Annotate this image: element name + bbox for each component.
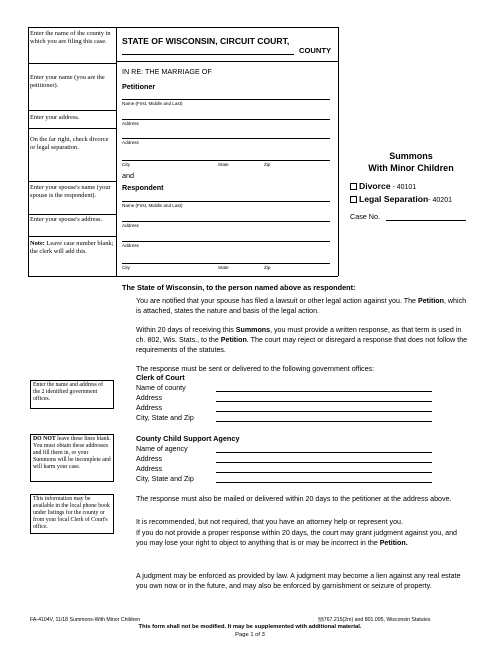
clerk-address-input-2[interactable] [216, 411, 432, 412]
clerk-field-label-2: Address [136, 394, 163, 402]
respondent-state-caption: State [218, 265, 229, 270]
respondent-address-caption-2: Address [122, 243, 139, 248]
agency-field-label-2: Address [136, 455, 163, 463]
paragraph-send-to: The response must be sent or delivered to the following government offices: [136, 365, 375, 373]
hint-county: Enter the name of the county in which you are filing this case. [30, 30, 111, 45]
agency-heading: County Child Support Agency [136, 434, 240, 443]
clerk-field-label-1: Name of county [136, 384, 186, 392]
clerk-field-label-3: Address [136, 404, 163, 412]
p6-a: If you do not provide a proper response within 20 days, the court may grant judgment against you, and you may lose your right to object to anything that is or may be incorrect in the [136, 529, 457, 547]
agency-field-label-4: City, State and Zip [136, 475, 194, 483]
hint-row-border [28, 110, 116, 111]
case-no-field[interactable] [386, 220, 466, 221]
paragraph-default-judgment [136, 528, 468, 548]
agency-address-input-2[interactable] [216, 472, 432, 473]
agency-field-label-3: Address [136, 465, 163, 473]
respondent-zip-caption: Zip [264, 265, 271, 270]
header-top-border [116, 27, 338, 28]
body-heading: The State of Wisconsin, to the person named above as respondent: [122, 283, 356, 292]
respondent-name-field[interactable] [122, 201, 330, 202]
divorce-code: - 40101 [390, 184, 417, 191]
hint-your-name: Enter your name (you are the petitioner). [30, 74, 105, 89]
petitioner-name-caption: Name (First, Middle and Last) [122, 101, 183, 106]
footer-form-id: FA-4104V, 11/18 Summons-With Minor Children [30, 617, 141, 623]
caption-top-border [116, 61, 338, 62]
note-do-not-leave-blank [30, 434, 114, 482]
p1-a: You are notified that your spouse has filed a lawsuit or other legal action against you. The [136, 297, 418, 305]
separation-checkbox[interactable] [350, 196, 357, 203]
respondent-city-caption: City [122, 265, 130, 270]
respondent-address-field-2[interactable] [122, 241, 330, 242]
respondent-address-caption-1: Address [122, 223, 139, 228]
divorce-label: Divorce [359, 181, 391, 191]
title-with-minor-children: With Minor Children [368, 163, 454, 173]
hint-row-border [28, 128, 116, 129]
hint-note-bold: Note: [30, 240, 45, 247]
county-line[interactable] [122, 54, 294, 55]
hint-row-border [28, 181, 116, 182]
petitioner-state-caption: State [218, 162, 229, 167]
divorce-option[interactable] [350, 181, 416, 191]
note-do-not-text: leave these lines blank. You must obtain these addresses and fill them in, or your Summons will be incomplete and will harm your case. [33, 436, 111, 470]
hint-check-type: On the far right, check divorce or legal separation. [30, 136, 109, 151]
clerk-city-input[interactable] [216, 421, 432, 422]
hint-note-text: Leave case number blank; the clerk will add this. [30, 240, 114, 255]
hint-spouse-name: Enter your spouse's name (your spouse is the respondent). [30, 184, 111, 199]
paragraph-response-deadline [136, 325, 468, 355]
paragraph-mail-petitioner: The response must also be mailed or delivered within 20 days to the petitioner at the address above. [136, 495, 452, 503]
p2-bold-summons: Summons [235, 326, 271, 334]
p1-b: , which is attached, states the nature and basis of the legal action. [136, 297, 467, 315]
hint-note [30, 240, 114, 256]
clerk-address-input-1[interactable] [216, 401, 432, 402]
caption-bottom-border [116, 276, 338, 277]
hint-row-border [28, 276, 116, 277]
and-label: and [122, 171, 134, 180]
respondent-name-caption: Name (First, Middle and Last) [122, 203, 183, 208]
clerk-heading: Clerk of Court [136, 373, 185, 382]
divorce-checkbox[interactable] [350, 183, 357, 190]
p1-bold: Petition [417, 297, 444, 305]
respondent-address-field-1[interactable] [122, 221, 330, 222]
paragraph-notice [136, 296, 468, 316]
hint-row-border [28, 214, 116, 215]
separation-code: - 40201 [428, 197, 452, 204]
p2-bold-petition: Petition [220, 336, 247, 344]
in-re-label: IN RE: THE MARRIAGE OF [122, 67, 212, 76]
county-label: COUNTY [299, 46, 332, 55]
case-no-label: Case No. [350, 212, 380, 221]
petitioner-label: Petitioner [122, 82, 156, 91]
agency-city-input[interactable] [216, 482, 432, 483]
petitioner-zip-caption: Zip [264, 162, 271, 167]
clerk-county-input[interactable] [216, 391, 432, 392]
p2-a: Within 20 days of receiving this [136, 326, 236, 334]
separation-option[interactable] [350, 194, 452, 204]
paragraph-enforcement: A judgment may be enforced as provided by law. A judgment may become a lien against any real estate you own now or in the future, and may also be enforced by garnishment or seizure of property. [136, 572, 461, 590]
court-heading: STATE OF WISCONSIN, CIRCUIT COURT, [122, 36, 290, 46]
petitioner-address-caption-2: Address [122, 140, 139, 145]
caption-right-border [338, 61, 339, 276]
note-info-available: This information may be available in the local phone book under listings for the county or from your local Clerk of Court's office. [30, 494, 114, 534]
p6-bold: Petition. [379, 539, 408, 547]
hint-row-border [28, 236, 116, 237]
footer-page-number: Page 1 of 3 [235, 632, 265, 638]
petitioner-address-field-2[interactable] [122, 138, 330, 139]
respondent-city-field[interactable] [122, 263, 330, 264]
respondent-label: Respondent [122, 183, 164, 192]
separation-label: Legal Separation [359, 194, 429, 204]
hint-column-left-border [28, 27, 29, 276]
hint-column-divider [116, 27, 117, 276]
petitioner-name-field[interactable] [122, 99, 330, 100]
p2-c: . The court may reject or disregard a response that does not follow the requirements of the statutes. [136, 336, 468, 354]
hint-row-border [28, 27, 116, 28]
title-summons: Summons [389, 151, 433, 161]
agency-name-input[interactable] [216, 452, 432, 453]
hint-spouse-address: Enter your spouse's address. [30, 216, 103, 223]
p2-b: , you must provide a written response, as that term is used in ch. 802, Wis. Stats., to the [136, 326, 462, 344]
note-do-not-bold: DO NOT [33, 436, 56, 442]
hint-your-address: Enter your address. [30, 114, 80, 121]
agency-field-label-1: Name of agency [136, 445, 188, 453]
hint-row-border [28, 63, 116, 64]
petitioner-city-field[interactable] [122, 160, 330, 161]
note-gov-offices: Enter the name and address of the 2 identified government offices. [30, 380, 114, 409]
paragraph-attorney: It is recommended, but not required, that you have an attorney help or represent you. [136, 518, 403, 526]
petitioner-address-caption-1: Address [122, 121, 139, 126]
footer-statutes: §§767.215(2m) and 801.095, Wisconsin Statutes [318, 617, 431, 623]
petitioner-address-field-1[interactable] [122, 119, 330, 120]
agency-address-input-1[interactable] [216, 462, 432, 463]
petitioner-city-caption: City [122, 162, 130, 167]
clerk-field-label-4: City, State and Zip [136, 414, 194, 422]
header-right-border [338, 27, 339, 62]
footer-notice: This form shall not be modified. It may be supplemented with additional material. [138, 624, 362, 630]
